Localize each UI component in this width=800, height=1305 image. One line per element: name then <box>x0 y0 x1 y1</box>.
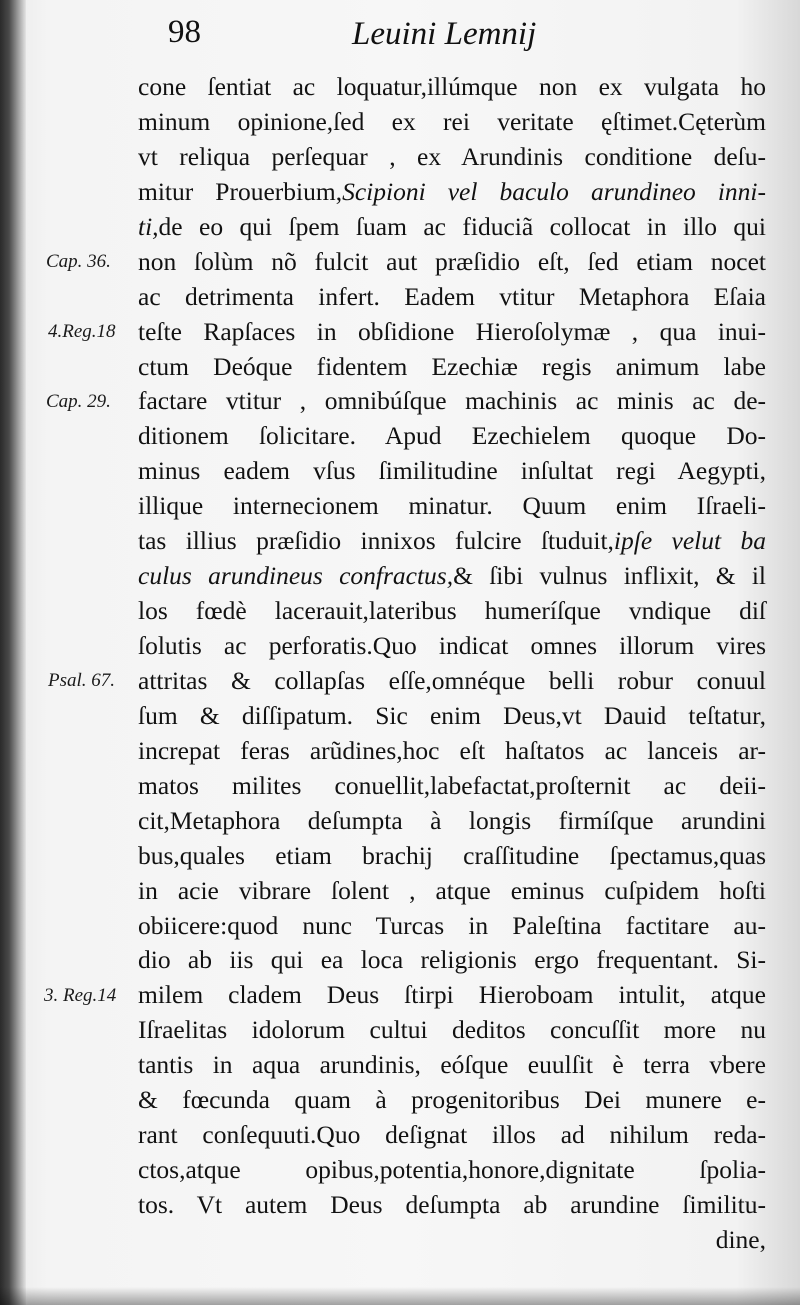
text-line <box>138 350 766 385</box>
text-segment: & ſibi vulnus inflixit, & il <box>453 561 766 591</box>
text-segment: cit,Metaphora deſumpta à longis firmíſque arundini <box>138 805 766 835</box>
text-segment: cone ſentiat ac loquatur,illúmque non ex vulgata ho <box>138 72 766 101</box>
text-line <box>138 699 766 734</box>
margin-note: Cap. 29. <box>46 390 111 412</box>
text-segment: Iſraelitas idolorum cultui deditos concuſſit more nu <box>138 1015 766 1045</box>
text-line <box>138 1013 766 1048</box>
text-line <box>138 874 766 909</box>
text-segment: in acie vibrare ſolent , atque eminus cuſpidem hoſti <box>138 875 766 905</box>
running-head <box>0 6 800 66</box>
text-segment: rant conſequuti.Quo deſignat illos ad nihilum reda- <box>138 1120 766 1150</box>
text-segment: minum opinione,ſed ex rei veritate ęſtimet.Cęterùm <box>138 106 766 136</box>
body-text <box>138 70 766 1258</box>
text-line <box>138 664 766 699</box>
text-segment: ctum Deóque fidentem Ezechiæ regis animum labe <box>138 351 766 381</box>
text-segment: ctos,atque opibus,potentia,honore,dignitate ſpolia- <box>138 1155 766 1185</box>
text-segment: tas illius præſidio innixos fulcire ſtuduit, <box>138 526 614 556</box>
text-line <box>138 1188 766 1223</box>
page-binding-shadow <box>0 0 26 1305</box>
text-line <box>138 524 766 559</box>
text-line <box>138 594 766 629</box>
text-line <box>138 1083 766 1118</box>
text-segment: & fœcunda quam à progenitoribus Dei munere e- <box>138 1085 766 1115</box>
text-segment: obiicere:quod nunc Turcas in Paleſtina factitare au- <box>138 910 766 940</box>
text-segment: matos milites conuellit,labefactat,proſternit ac deii- <box>138 770 766 800</box>
italic-text: ipſe velut ba <box>613 526 766 556</box>
text-line <box>138 70 766 105</box>
text-line <box>138 419 766 454</box>
text-segment: de eo qui ſpem ſuam ac fiduciã collocat in illo qui <box>158 211 766 241</box>
text-segment: increpat feras arũdines,hoc eſt haſtatos ac lanceis ar- <box>138 735 766 765</box>
text-line <box>138 559 766 594</box>
italic-text: Scipioni vel baculo arundineo inni- <box>342 176 767 206</box>
italic-text: ti, <box>138 211 159 241</box>
text-line <box>138 105 766 140</box>
margin-note: 3. Reg.14 <box>44 984 117 1006</box>
page-bottom-shadow <box>0 1287 800 1305</box>
text-line <box>138 210 766 245</box>
text-line <box>138 734 766 769</box>
text-line <box>138 315 766 350</box>
margin-note: Cap. 36. <box>46 250 111 272</box>
text-line <box>138 839 766 874</box>
text-line <box>138 769 766 804</box>
text-segment: teſte Rapſaces in obſidione Hieroſolymæ , qua inui- <box>138 316 766 346</box>
text-line <box>138 978 766 1013</box>
text-segment: non ſolùm nõ fulcit aut præſidio eſt, ſed etiam nocet <box>138 246 766 276</box>
text-segment: minus eadem vſus ſimilitudine inſultat regi Aegypti, <box>138 456 766 486</box>
text-segment: dio ab iis qui ea loca religionis ergo frequentant. Si- <box>138 945 766 975</box>
text-line <box>138 489 766 524</box>
text-segment: bus,quales etiam brachij craſſitudine ſpectamus,quas <box>138 840 766 870</box>
text-line <box>138 943 766 978</box>
text-segment: ſolutis ac perforatis.Quo indicat omnes illorum vires <box>138 631 766 660</box>
text-segment: illique internecionem minatur. Quum enim Iſraeli- <box>138 491 766 521</box>
text-line <box>138 245 766 280</box>
text-line <box>138 1153 766 1188</box>
text-line <box>138 384 766 419</box>
italic-text: culus arundineus confractus, <box>138 561 454 591</box>
text-line <box>138 1223 766 1258</box>
page-number: 98 <box>168 14 201 50</box>
text-segment: ditionem ſolicitare. Apud Ezechielem quoque Do- <box>138 421 766 451</box>
text-line <box>138 140 766 175</box>
text-line <box>138 909 766 944</box>
text-segment: mitur Prouerbium, <box>138 176 343 206</box>
text-segment: vt reliqua perſequar , ex Arundinis conditione deſu- <box>138 141 766 171</box>
text-segment: tantis in aqua arundinis, eóſque euulſit è terra vbere <box>138 1050 766 1080</box>
running-title: Leuini Lemnij <box>352 16 537 52</box>
text-segment: dine, <box>715 1224 766 1254</box>
margin-note: Psal. 67. <box>48 670 116 692</box>
text-segment: milem cladem Deus ſtirpi Hieroboam intulit, atque <box>138 980 766 1010</box>
text-segment: factare vtitur , omnibúſque machinis ac minis ac de- <box>138 386 766 416</box>
text-segment: ac detrimenta infert. Eadem vtitur Metaphora Eſaia <box>138 281 766 311</box>
text-line <box>138 454 766 489</box>
text-segment: attritas & collapſas eſſe,omnéque belli robur conuul <box>138 665 766 695</box>
text-line <box>138 804 766 839</box>
text-segment: ſum & diſſipatum. Sic enim Deus,vt Dauid teſtatur, <box>138 700 766 730</box>
text-line <box>138 1118 766 1153</box>
text-line <box>138 1048 766 1083</box>
text-segment: tos. Vt autem Deus deſumpta ab arundine ſimilitu- <box>138 1190 766 1219</box>
text-line <box>138 629 766 664</box>
text-segment: los fœdè lacerauit,lateribus humeríſque vndique diſ <box>138 596 766 626</box>
margin-note: 4.Reg.18 <box>48 320 116 342</box>
text-line <box>138 175 766 210</box>
text-line <box>138 280 766 315</box>
